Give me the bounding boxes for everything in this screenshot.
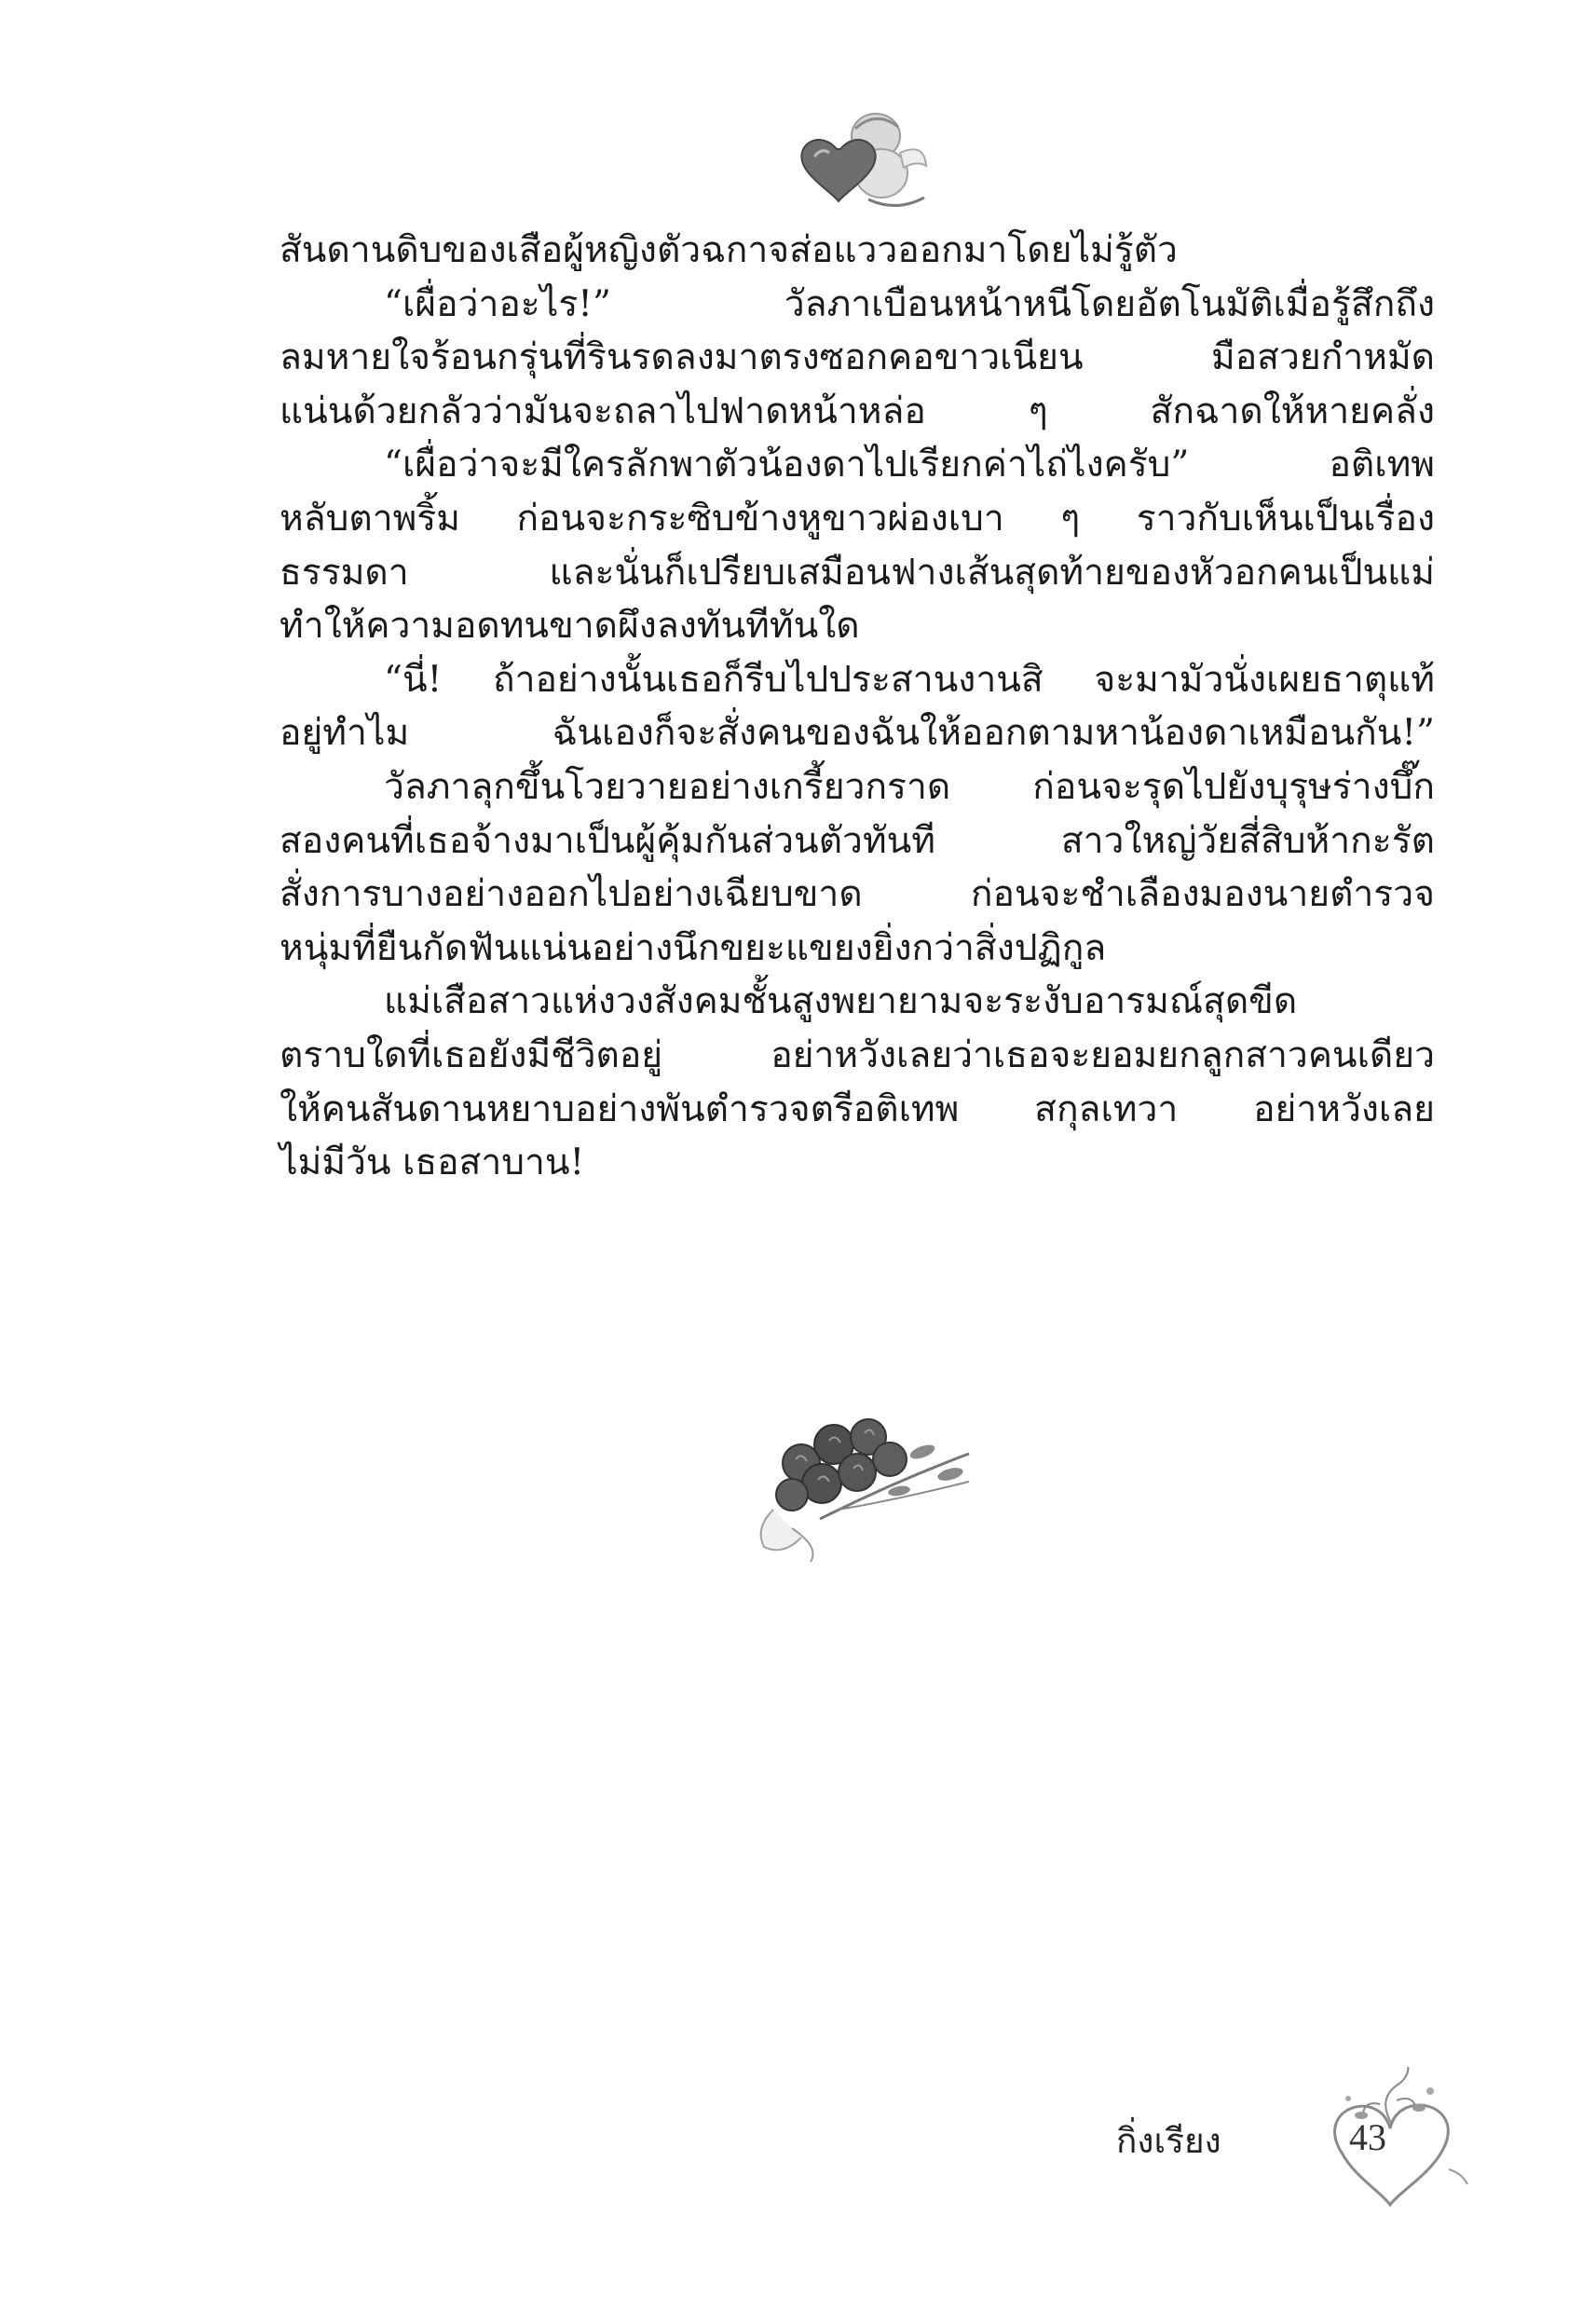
text-line: ตราบใดที่เธอยังมีชีวิตอยู่ อย่าหวังเลยว่าเธอจะยอมยกลูกสาวคนเดียว bbox=[280, 1033, 1435, 1076]
rose-bouquet-icon bbox=[736, 1398, 978, 1566]
text-line: อยู่ทำไม ฉันเองก็จะสั่งคนของฉันให้ออกตามหาน้องดาเหมือนกัน!” bbox=[280, 712, 1435, 755]
text-line: แน่นด้วยกลัวว่ามันจะถลาไปฟาดหน้าหล่อ ๆ สักฉาดให้หายคลั่ง bbox=[280, 390, 1435, 432]
page-number: 43 bbox=[1349, 2116, 1386, 2158]
text-line: ให้คนสันดานหยาบอย่างพันตำรวจตรีอติเทพ สกุลเทวา อย่าหวังเลย bbox=[280, 1087, 1435, 1130]
text-line: หลับตาพริ้ม ก่อนจะกระซิบข้างหูขาวผ่องเบา ๆ ราวกับเห็นเป็นเรื่อง bbox=[280, 497, 1435, 540]
cupid-heart-icon bbox=[790, 104, 930, 216]
text-line: “เผื่อว่าอะไร!” วัลภาเบือนหน้าหนีโดยอัตโนมัติเมื่อรู้สึกถึง bbox=[384, 282, 1435, 325]
text-line: “เผื่อว่าจะมีใครลักพาตัวน้องดาไปเรียกค่าไถ่ไงครับ” อติเทพ bbox=[384, 444, 1435, 486]
text-line: สั่งการบางอย่างออกไปอย่างเฉียบขาด ก่อนจะชำเลืองมองนายตำรวจ bbox=[280, 873, 1435, 916]
author-name: กิ่งเรียง bbox=[1116, 2121, 1221, 2161]
text-line: “นี่! ถ้าอย่างนั้นเธอก็รีบไปประสานงานสิ จะมามัวนั่งเผยธาตุแท้ bbox=[384, 658, 1435, 701]
text-line: ไม่มีวัน เธอสาบาน! bbox=[280, 1142, 585, 1184]
text-line: ธรรมดา และนั่นก็เปรียบเสมือนฟางเส้นสุดท้ายของหัวอกคนเป็นแม่ bbox=[280, 551, 1435, 594]
text-line: สองคนที่เธอจ้างมาเป็นผู้คุ้มกันส่วนตัวทันที สาวใหญ่วัยสี่สิบห้ากะรัต bbox=[280, 819, 1435, 862]
text-line: ลมหายใจร้อนกรุ่นที่รินรดลงมาตรงซอกคอขาวเนียน มือสวยกำหมัด bbox=[280, 336, 1435, 379]
text-line: หนุ่มที่ยืนกัดฟันแน่นอย่างนึกขยะแขยงยิ่งกว่าสิ่งปฏิกูล bbox=[280, 926, 1107, 969]
text-line: แม่เสือสาวแห่งวงสังคมชั้นสูงพยายามจะระงับอารมณ์สุดขีด bbox=[384, 980, 1298, 1023]
text-line: สันดานดิบของเสือผู้หญิงตัวฉกาจส่อแววออกมาโดยไม่รู้ตัว bbox=[280, 229, 1178, 271]
text-line: วัลภาลุกขึ้นโวยวายอย่างเกรี้ยวกราด ก่อนจะรุดไปยังบุรุษร่างบึ๊ก bbox=[384, 765, 1435, 808]
story-text bbox=[280, 224, 1435, 1190]
text-line: ทำให้ความอดทนขาดผึงลงทันทีทันใด bbox=[280, 605, 860, 648]
